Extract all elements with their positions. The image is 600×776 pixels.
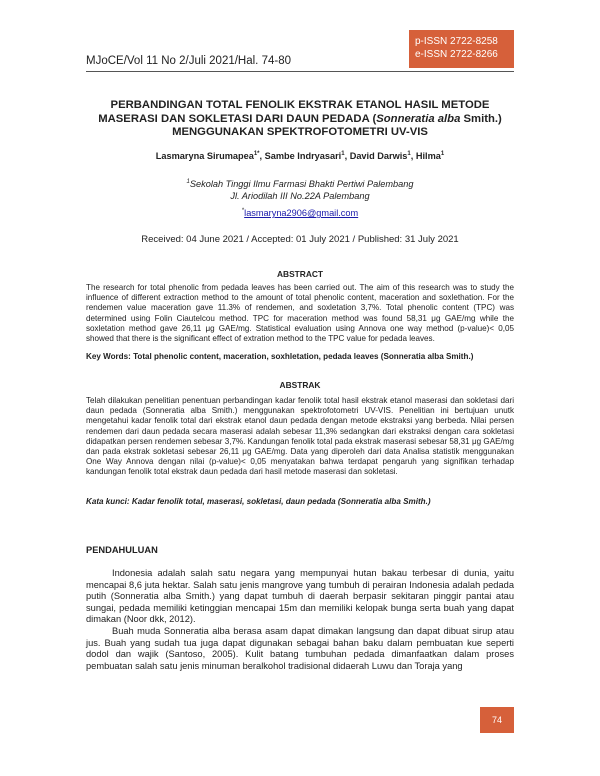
online-issn: e-ISSN 2722-8266 <box>415 49 498 60</box>
email-link[interactable]: lasmaryna2906@gmail.com <box>244 208 359 219</box>
title-line-2: MASERASI DAN SOKLETASI DARI DAUN PEDADA (Sonneratia alba Smith.) <box>98 112 502 125</box>
abstrak-text: Telah dilakukan penelitian penentuan perbandingan kadar fenolik total hasil ekstrak etanol maserasi dan sokletasi dari daun pedada (Sonneratia alba Smith.) menggunakan spektrofotometri UV-VIS. Penelitian ini bertujuan unutk mengetahui kadar fenolik total dari ekstrak etanol daun pedada dengan metode ekstraksi yang berbeda. Nilai persen rendemen dari daun pedada secara maserasi adalah sebesar 11,3% sedangkan dari ekstraksi dengan cara sokletasi didapatkan persen rendemen sebesar 3,7%. Kandungan fenolik total pada ekstrak maserasi sebesar 58,31 μg GAE/mg dan pada ekstrak sokletasi sebesar 26,11 μg GAE/mg. Data yang diperoleh dari data Analisa statistik menggunakan One Way Annova dengan nilai (p-value)< 0,05 menyatakan bahwa terdapat pengaruh yang signifikan terhadap kandungan fenolik total ekstrak daun pedada dari hasil metode maserasi dan sokletasi. <box>86 396 514 477</box>
abstrak-heading: ABSTRAK <box>279 380 321 390</box>
issn-box <box>409 30 514 68</box>
print-issn: p-ISSN 2722-8258 <box>415 36 498 47</box>
journal-citation: MJoCE/Vol 11 No 2/Juli 2021/Hal. 74-80 <box>86 55 291 67</box>
section-heading-pendahuluan: PENDAHULUAN <box>86 545 158 555</box>
affiliation: $^1$Sekolah Tinggi Ilmu Farmasi Bhakti Pertiwi Palembang Jl. Ariodilah III No.22A Palembang <box>186 179 414 201</box>
header-rule <box>86 71 514 72</box>
abstract-heading: ABSTRACT <box>276 269 324 279</box>
intro-paragraph-1: Indonesia adalah salah satu negara yang mempunyai hutan bakau terbesar di dunia, yaitu mencapai 8,6 juta hektar. Salah satu jenis mangrove yang tumbuh di perairan Indonesia adalah pedada putih (Sonneratia alba Smith.) yang dapat tumbuh di daerah berpasir sekitaran pinggir pantai atau sungai, pedada memiliki ketinggian mencapai 15m dan memiliki kelopak bunga serta buah yang dapat dimakan (Noor dkk, 2012). <box>86 568 514 625</box>
author-list: Lasmaryna Sirumapea$^{1*}$, Sambe Indryasari$^1$, David Darwis$^1$, Hilma$^1$ <box>155 151 445 162</box>
keywords: Key Words: Total phenolic content, maceration, soxhletation, pedada leaves (Sonneratia alba Smith.) <box>86 352 474 361</box>
publication-dates: Received: 04 June 2021 / Accepted: 01 July 2021 / Published: 31 July 2021 <box>141 234 459 245</box>
title-line-1: PERBANDINGAN TOTAL FENOLIK EKSTRAK ETANOL HASIL METODE <box>110 99 490 111</box>
page-number: 74 <box>480 707 514 733</box>
abstract-text: The research for total phenolic from pedada leaves has been carried out. The aim of this research was to study the influence of different extraction method to the amount of total phenolic content, maceration and soxlethation. For the rendemen value maceration gave 11.3% of rendemen, and soxletation 3,7%. Total phenolic content (TPC) was determined using Folin Ciautelcou method. TPC for maceration method was found 58,31 μg GAE/mg while the soxletation method gave 26,11 μg GAE/mg. Statistical evaluation using Annova one way method (p-value)< 0,05 showed that there is the significant effect of extration method to the TPC value for pedada leaves. <box>86 283 514 344</box>
title-line-3: MENGGUNAKAN SPEKTROFOTOMETRI UV-VIS <box>172 126 428 138</box>
kata-kunci: Kata kunci: Kadar fenolik total, maserasi, sokletasi, daun pedada (Sonneratia alba Smith.) <box>86 497 431 506</box>
intro-paragraph-2: Buah muda Sonneratia alba berasa asam dapat dimakan langsung dan dapat dibuat sirup atau jus. Buah yang sudah tua juga dapat digunakan sebagai bahan baku dalam pembuatan kue seperti dodol dan wajik (Santoso, 2005). Kulit batang tumbuhan pedada dimanfaatkan dalam proses pembuatan salah satu jenis minuman beralkohol tradisional didaerah Luwu dan Toraja yang <box>86 626 514 671</box>
paper-title <box>86 99 514 140</box>
corresponding-email: *lasmaryna2906@gmail.com <box>241 208 359 219</box>
